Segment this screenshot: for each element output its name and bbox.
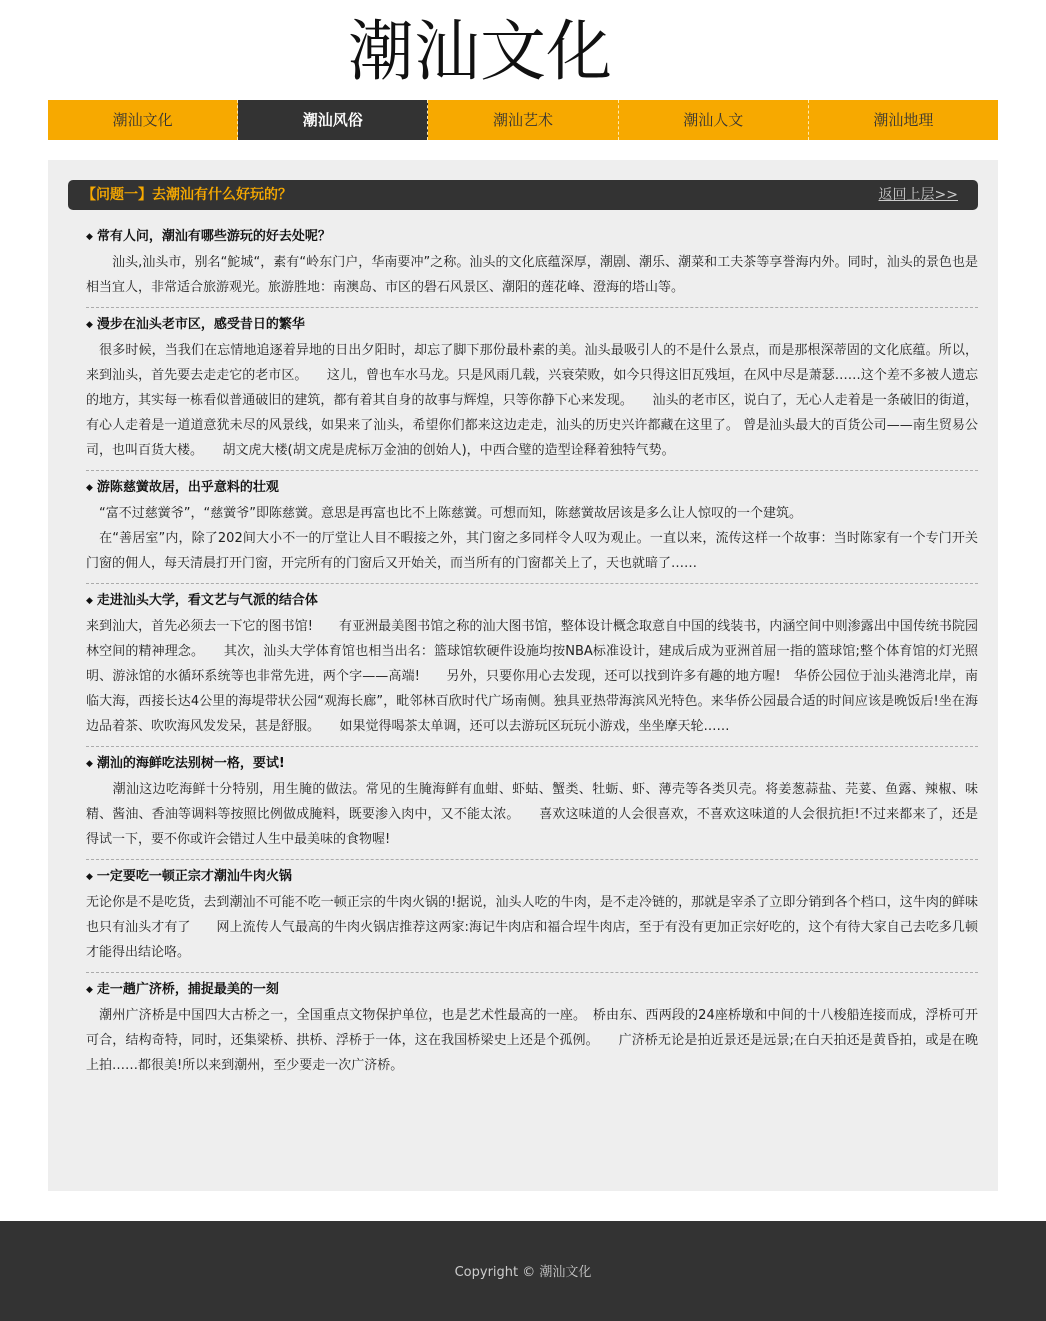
diamond-bullet-icon: ◆ [86, 872, 93, 882]
diamond-bullet-icon: ◆ [86, 232, 93, 242]
question-title: 【问题一】去潮汕有什么好玩的？ [82, 187, 292, 203]
section-title [86, 224, 978, 250]
article-section [86, 973, 978, 1085]
section-title [86, 475, 978, 501]
section-title [86, 751, 978, 777]
section-title-text: 潮汕的海鲜吃法别树一格，要试! [96, 756, 285, 771]
section-title [86, 588, 978, 614]
section-paragraph: 在“善居室”内，除了202间大小不一的厅堂让人目不暇接之外，其门窗之多同样令人叹为观止。一直以来，流传这样一个故事：当时陈家有一个专门开关门窗的佣人，每天清晨打开门窗，开完所有的门窗后又开始关，而当所有的门窗都关上了，天也就暗了…… [86, 531, 978, 571]
site-logo [320, 8, 640, 90]
main-content [48, 160, 998, 1191]
section-paragraph: 潮州广济桥是中国四大古桥之一，全国重点文物保护单位，也是艺术性最高的一座。 桥由东、西两段的24座桥墩和中间的十八梭船连接而成，浮桥可开可合，结构奇特，同时，还集梁桥、拱桥、浮桥于一体，这在我国桥梁史上还是个孤例。 广济桥无论是拍近景还是远景;在白天拍还是黄昏拍，或是在晚上拍……都很美!所以来到潮州，至少要走一次广济桥。 [86, 1008, 978, 1073]
section-paragraph: “富不过慈黉爷”，“慈黉爷”即陈慈黉。意思是再富也比不上陈慈黉。可想而知，陈慈黉故居该是多么让人惊叹的一个建筑。 [86, 506, 802, 521]
section-title [86, 977, 978, 1003]
nav-item-5[interactable]: 潮汕地理 [809, 100, 998, 140]
nav-item-2[interactable]: 潮汕风俗 [238, 100, 428, 140]
section-title-text: 漫步在汕头老市区，感受昔日的繁华 [96, 317, 305, 332]
section-title-text: 游陈慈黉故居，出乎意料的壮观 [96, 480, 279, 495]
section-title-text: 走进汕头大学，看文艺与气派的结合体 [96, 593, 318, 608]
question-title-bar [68, 180, 978, 210]
diamond-bullet-icon: ◆ [86, 985, 93, 995]
article-section [86, 471, 978, 584]
diamond-bullet-icon: ◆ [86, 483, 93, 493]
article-section [86, 747, 978, 860]
back-link[interactable]: 返回上层>> [878, 187, 958, 203]
article-sections [86, 220, 978, 1085]
diamond-bullet-icon: ◆ [86, 320, 93, 330]
article-section [86, 860, 978, 973]
copyright-text: Copyright © 潮汕文化 [454, 1265, 592, 1280]
section-paragraph: 汕头,汕头市，别名“鮀城“，素有“岭东门户，华南要冲”之称。汕头的文化底蕴深厚，潮剧、潮乐、潮菜和工夫茶等享誉海内外。同时，汕头的景色也是相当宜人，非常适合旅游观光。旅游胜地：南澳岛、市区的礐石风景区、潮阳的莲花峰、澄海的塔山等。 [86, 255, 978, 295]
nav-item-3[interactable]: 潮汕艺术 [428, 100, 618, 140]
nav-item-4[interactable]: 潮汕人文 [619, 100, 809, 140]
footer [0, 1221, 1046, 1321]
section-title-text: 一定要吃一顿正宗才潮汕牛肉火锅 [96, 869, 292, 884]
article-section [86, 308, 978, 471]
diamond-bullet-icon: ◆ [86, 596, 93, 606]
diamond-bullet-icon: ◆ [86, 759, 93, 769]
article-section [86, 584, 978, 747]
section-title-text: 走一趟广济桥，捕捉最美的一刻 [96, 982, 279, 997]
section-paragraph: 潮汕这边吃海鲜十分特别，用生腌的做法。常见的生腌海鲜有血蚶、虾蛄、蟹类、牡蛎、虾、薄壳等各类贝壳。将姜葱蒜盐、芫荽、鱼露、辣椒、味精、酱油、香油等调料等按照比例做成腌料，既要渗入肉中，又不能太浓。 喜欢这味道的人会很喜欢，不喜欢这味道的人会很抗拒!不过来都来了，还是得试一下，要不你或许会错过人生中最美味的食物喔! [86, 782, 978, 847]
article-section [86, 220, 978, 308]
section-paragraph: 很多时候，当我们在忘情地追逐着异地的日出夕阳时，却忘了脚下那份最朴素的美。汕头最吸引人的不是什么景点，而是那根深蒂固的文化底蕴。所以，来到汕头，首先要去走走它的老市区。 这儿，曾也车水马龙。只是风雨几载，兴衰荣败，如今只得这旧瓦残垣，在风中尽是萧瑟……这个差不多被人遗忘的地方，其实每一栋看似普通破旧的建筑，都有着其自身的故事与辉煌，只等你静下心来发现。 汕头的老市区，说白了，无心人走着是一条破旧的街道，有心人走着是一道道意犹未尽的风景线，如果来了汕头，希望你们都来这边走走，汕头的历史兴许都藏在这里了。 曾是汕头最大的百货公司——南生贸易公司，也叫百货大楼。 胡文虎大楼(胡文虎是虎标万金油的创始人)，中西合璧的造型诠释着独特气势。 [86, 343, 978, 458]
logo-calligraphy [320, 8, 640, 90]
section-paragraph: 来到汕大，首先必须去一下它的图书馆! 有亚洲最美图书馆之称的汕大图书馆，整体设计概念取意自中国的线装书，内涵空间中则渗露出中国传统书院园林空间的精神理念。 其次，汕头大学体育馆也相当出名：篮球馆软硬件设施均按NBA标准设计，建成后成为亚洲首屈一指的篮球馆;整个体育馆的灯光照明、游泳馆的水循环系统等也非常先进，两个字——高端! 另外，只要你用心去发现，还可以找到许多有趣的地方喔! 华侨公园位于汕头港湾北岸，南临大海，西接长达4公里的海堤带状公园“观海长廊”，毗邻林百欣时代广场南侧。独具亚热带海滨风光特色。来华侨公园最合适的时间应该是晚饭后!坐在海边品着茶、吹吹海风发发呆，甚是舒服。 如果觉得喝茶太单调，还可以去游玩区玩玩小游戏，坐坐摩天轮…… [86, 619, 978, 734]
logo-text: 潮汕文化 [348, 13, 612, 90]
nav-item-1[interactable]: 潮汕文化 [48, 100, 238, 140]
section-title-text: 常有人问，潮汕有哪些游玩的好去处呢？ [96, 229, 331, 244]
section-title [86, 312, 978, 338]
section-title [86, 864, 978, 890]
main-nav [48, 100, 998, 140]
section-paragraph: 无论你是不是吃货，去到潮汕不可能不吃一顿正宗的牛肉火锅的!据说，汕头人吃的牛肉，是不走冷链的，那就是宰杀了立即分销到各个档口，这牛肉的鲜味也只有汕头才有了 网上流传人气最高的牛肉火锅店推荐这两家:海记牛肉店和福合埕牛肉店，至于有没有更加正宗好吃的，这个有待大家自己去吃多几顿才能得出结论咯。 [86, 895, 978, 960]
